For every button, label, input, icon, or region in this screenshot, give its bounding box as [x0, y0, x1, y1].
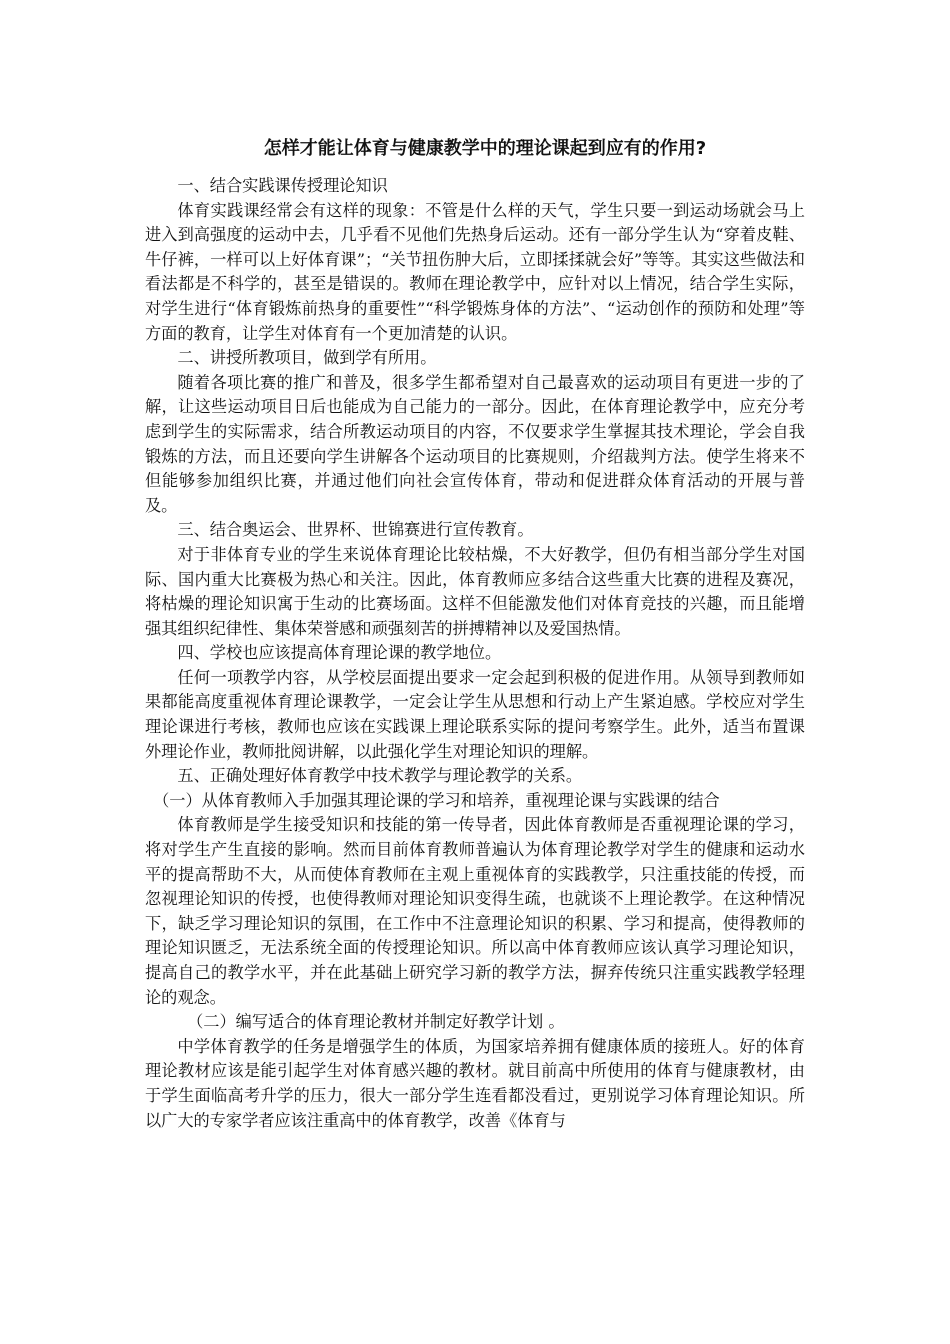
section-heading-4: 四、学校也应该提高体育理论课的教学地位。	[177, 643, 502, 663]
paragraph: 随着各项比赛的推广和普及，很多学生都希望对自己最喜欢的运动项目有更进一步的了解，让这些运动项目日后也能成为自己能力的一部分。因此，在体育理论教学中，应充分考虑到学生的实际需求，结合所教运动项目的内容，不仅要求学生掌握其技术理论，学会自我锻炼的方法，而且还要向学生讲解各个运动项目的比赛规则，介绍裁判方法。使学生将来不但能够参加组织比赛，并通过他们向社会宣传体育，带动和促进群众体育活动的开展与普及。	[145, 372, 805, 515]
paragraph: 体育教师是学生接受知识和技能的第一传导者，因此体育教师是否重视理论课的学习，将对学生产生直接的影响。然而目前体育教师普遍认为体育理论教学对学生的健康和运动水平的提高帮助不大，从而使体育教师在主观上重视体育的实践教学，只注重技能的传授，而忽视理论知识的传授，也使得教师对理论知识变得生疏，也就谈不上理论教学。在这种情况下，缺乏学习理论知识的氛围，在工作中不注意理论知识的积累、学习和提高，使得教师的理论知识匮乏，无法系统全面的传授理论知识。所以高中体育教师应该认真学习理论知识，提高自己的教学水平，并在此基础上研究学习新的教学方法，摒弃传统只注重实践教学轻理论的观念。	[145, 815, 805, 1007]
paragraph: 对于非体育专业的学生来说体育理论比较枯燥，不大好教学，但仍有相当部分学生对国际、国内重大比赛极为热心和关注。因此，体育教师应多结合这些重大比赛的进程及赛况，将枯燥的理论知识寓于生动的比赛场面。这样不但能激发他们对体育竞技的兴趣，而且能增强其组织纪律性、集体荣誉感和顽强刻苦的拼搏精神以及爱国热情。	[145, 544, 805, 638]
section-heading-3: 三、结合奥运会、世界杯、世锦赛进行宣传教育。	[177, 520, 534, 540]
paragraph: 中学体育教学的任务是增强学生的体质，为国家培养拥有健康体质的接班人。好的体育理论教材应该是能引起学生对体育感兴趣的教材。就目前高中所使用的体育与健康教材，由于学生面临高考升学的压力，很大一部分学生连看都没看过，更别说学习体育理论知识。所以广大的专家学者应该注重高中的体育教学，改善《体育与	[145, 1036, 805, 1130]
subsection-heading-2: （二）编写适合的体育理论教材并制定好教学计划 。	[187, 1012, 565, 1032]
document-title: 怎样才能让体育与健康教学中的理论课起到应有的作用?	[263, 138, 707, 159]
paragraph: 体育实践课经常会有这样的现象：不管是什么样的天气，学生只要一到运动场就会马上进入到高强度的运动中去，几乎看不见他们先热身后运动。还有一部分学生认为“穿着皮鞋、牛仔裤，一样可以上好体育课”；“关节扭伤肿大后，立即揉揉就会好”等等。其实这些做法和看法都是不科学的，甚至是错误的。教师在理论教学中，应针对以上情况，结合学生实际，对学生进行“体育锻炼前热身的重要性”“科学锻炼身体的方法”、“运动创作的预防和处理”等方面的教育，让学生对体育有一个更加清楚的认识。	[145, 200, 805, 343]
paragraph: 任何一项教学内容，从学校层面提出要求一定会起到积极的促进作用。从领导到教师如果都能高度重视体育理论课教学，一定会让学生从思想和行动上产生紧迫感。学校应对学生理论课进行考核，教师也应该在实践课上理论联系实际的提问考察学生。此外，适当布置课外理论作业，教师批阅讲解，以此强化学生对理论知识的理解。	[145, 667, 805, 761]
section-heading-5: 五、正确处理好体育教学中技术教学与理论教学的关系。	[177, 766, 583, 786]
subsection-heading-1: （一）从体育教师入手加强其理论课的学习和培养，重视理论课与实践课的结合	[153, 790, 720, 810]
section-heading-1: 一、结合实践课传授理论知识	[177, 176, 388, 195]
section-heading-2: 二、讲授所教项目，做到学有所用。	[177, 348, 437, 368]
document-body	[145, 136, 805, 1133]
